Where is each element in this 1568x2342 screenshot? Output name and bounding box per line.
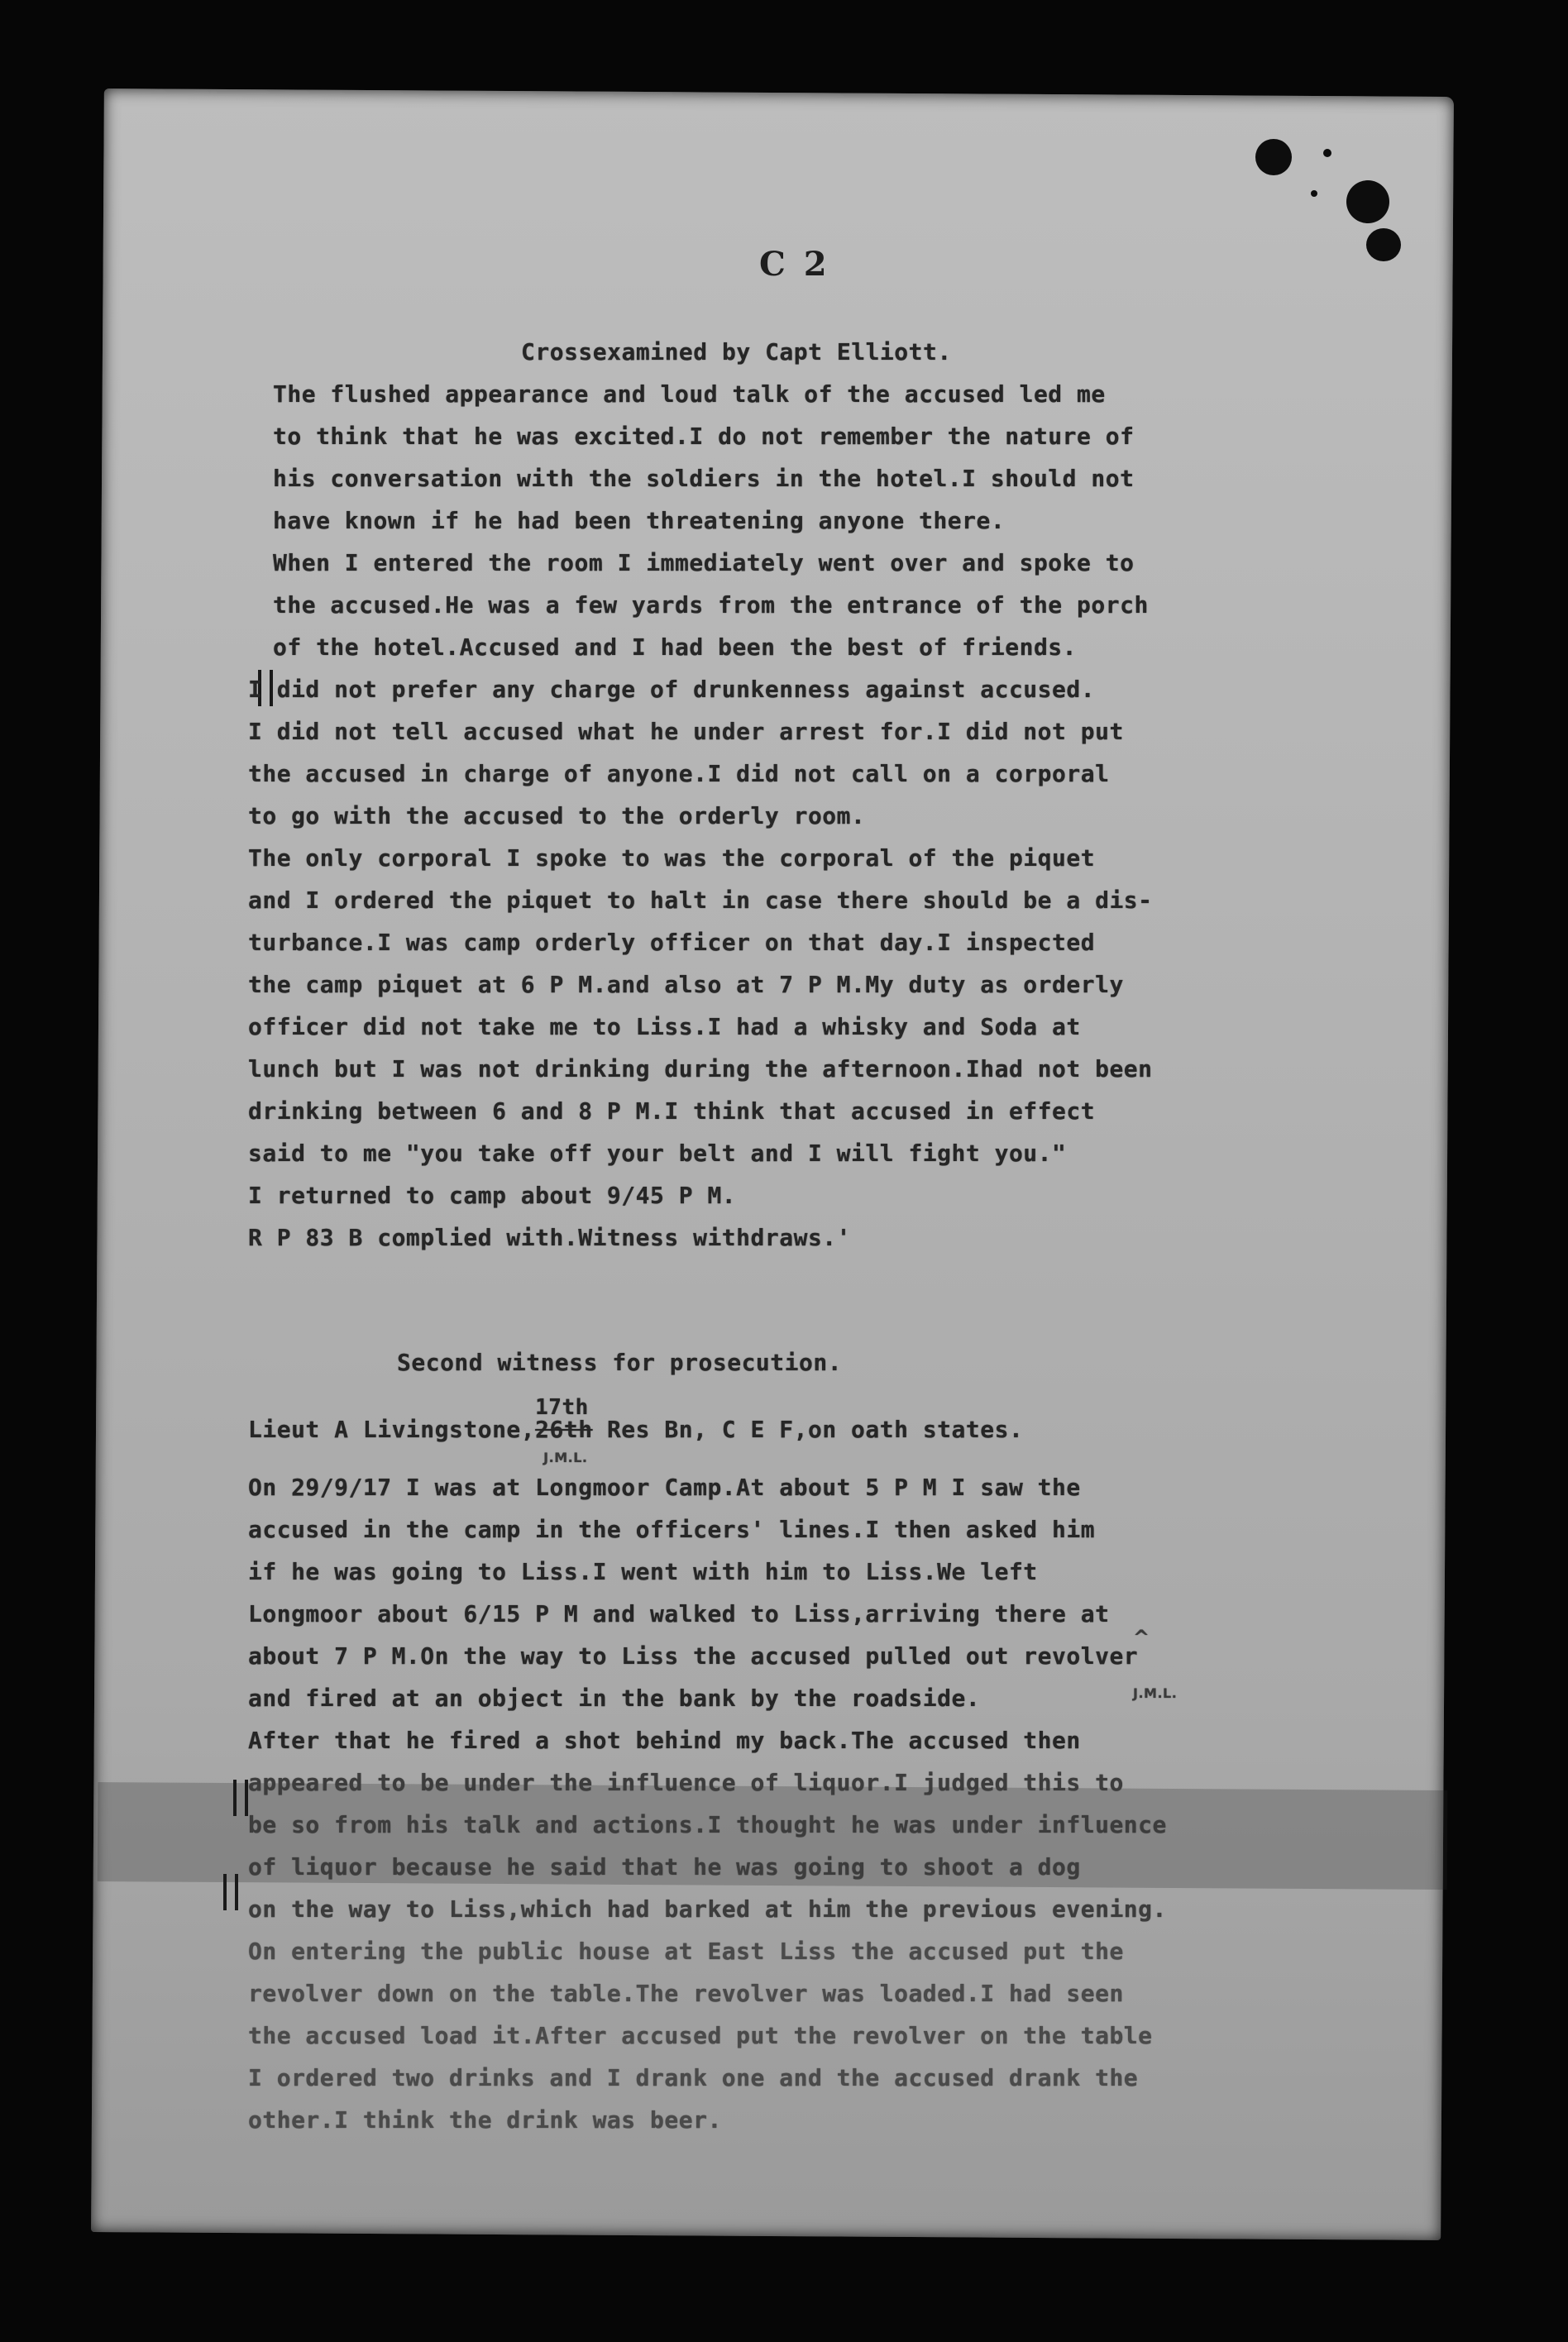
text-line: his conversation with the soldiers in the hotel.I should not bbox=[273, 465, 1135, 492]
struck-battalion: 26th bbox=[535, 1416, 593, 1443]
text-line: After that he fired a shot behind my back.The accused then bbox=[248, 1727, 1081, 1754]
text-line: I returned to camp about 9/45 P M. bbox=[248, 1182, 737, 1209]
inserted-battalion: 17th bbox=[535, 1395, 589, 1420]
text-line: On entering the public house at East Liss the accused put the bbox=[248, 1938, 1124, 1965]
text-line: said to me "you take off your belt and I will fight you." bbox=[248, 1140, 1067, 1167]
document-body bbox=[248, 331, 1331, 2141]
witness-unit: Res Bn, C E F,on oath states. bbox=[592, 1416, 1024, 1443]
text-line: R P 83 B complied with.Witness withdraws.' bbox=[248, 1224, 852, 1251]
text-line: I did not tell accused what he under arrest for.I did not put bbox=[248, 718, 1124, 745]
insertion-initials: J.M.L. bbox=[1133, 1685, 1178, 1701]
text-line: to think that he was excited.I do not remember the nature of bbox=[273, 423, 1135, 450]
text-line: I did not prefer any charge of drunkenness against accused. bbox=[248, 676, 1096, 703]
text-line: appeared to be under the influence of liquor.I judged this to bbox=[248, 1769, 1124, 1796]
text-line: lunch but I was not drinking during the afternoon.Ihad not been bbox=[248, 1055, 1153, 1083]
text-line: accused in the camp in the officers' lines.I then asked him bbox=[248, 1516, 1096, 1543]
text-line: to go with the accused to the orderly room. bbox=[248, 802, 866, 829]
text-line bbox=[248, 1677, 1331, 1719]
text-line: Longmoor about 6/15 P M and walked to Liss,arriving there at bbox=[248, 1600, 1110, 1627]
text-line: and I ordered the piquet to halt in case there should be a dis- bbox=[248, 887, 1153, 914]
battalion-correction bbox=[535, 1395, 593, 1465]
margin-mark bbox=[223, 1874, 238, 1910]
ink-blot bbox=[1346, 180, 1389, 223]
text-line: revolver down on the table.The revolver was loaded.I had seen bbox=[248, 1980, 1124, 2007]
text-line: the camp piquet at 6 P M.and also at 7 P M.My duty as orderly bbox=[248, 971, 1124, 998]
page-label: C 2 bbox=[759, 245, 830, 284]
text-line-content: about 7 P M.On the way to Liss the accused pulled out revolver bbox=[248, 1642, 1139, 1670]
text-line: drinking between 6 and 8 P M.I think that accused in effect bbox=[248, 1097, 1096, 1125]
text-line: on the way to Liss,which had barked at him the previous evening. bbox=[248, 1895, 1167, 1923]
cross-exam-heading: Crossexamined by Capt Elliott. bbox=[521, 338, 952, 366]
witness-name: Lieut A Livingstone, bbox=[248, 1416, 536, 1443]
text-line: the accused.He was a few yards from the entrance of the porch bbox=[273, 591, 1149, 619]
text-line: officer did not take me to Liss.I had a whisky and Soda at bbox=[248, 1013, 1081, 1040]
text-line: if he was going to Liss.I went with him to Liss.We left bbox=[248, 1558, 1038, 1585]
text-line: The flushed appearance and loud talk of the accused led me bbox=[273, 380, 1106, 408]
insertion-caret: ^ bbox=[1133, 1626, 1150, 1649]
correction-initials: J.M.L. bbox=[543, 1450, 588, 1465]
ink-blot bbox=[1311, 190, 1317, 197]
text-line: On 29/9/17 I was at Longmoor Camp.At about 5 P M I saw the bbox=[248, 1474, 1081, 1501]
text-line: the accused load it.After accused put the revolver on the table bbox=[248, 2022, 1153, 2049]
text-line: the accused in charge of anyone.I did not call on a corporal bbox=[248, 760, 1110, 787]
text-line: have known if he had been threatening anyone there. bbox=[273, 507, 1006, 534]
text-line: I ordered two drinks and I drank one and the accused drank the bbox=[248, 2064, 1139, 2091]
ink-blot bbox=[1323, 149, 1331, 157]
text-line bbox=[248, 1626, 1331, 1677]
text-line-content: and fired at an object in the bank by the roadside. bbox=[248, 1685, 981, 1712]
text-line: be so from his talk and actions.I thought he was under influence bbox=[248, 1811, 1167, 1838]
second-witness-heading: Second witness for prosecution. bbox=[397, 1349, 843, 1376]
text-line: When I entered the room I immediately went over and spoke to bbox=[273, 549, 1135, 576]
text-line: The only corporal I spoke to was the corporal of the piquet bbox=[248, 844, 1096, 872]
margin-mark bbox=[233, 1780, 248, 1816]
text-line: of the hotel.Accused and I had been the best of friends. bbox=[273, 633, 1078, 661]
witness-intro bbox=[248, 1395, 1331, 1466]
ink-blot bbox=[1255, 139, 1292, 175]
ink-blot bbox=[1366, 228, 1401, 261]
text-line: of liquor because he said that he was going to shoot a dog bbox=[248, 1853, 1081, 1881]
text-line: turbance.I was camp orderly officer on that day.I inspected bbox=[248, 929, 1096, 956]
text-line: other.I think the drink was beer. bbox=[248, 2106, 722, 2134]
